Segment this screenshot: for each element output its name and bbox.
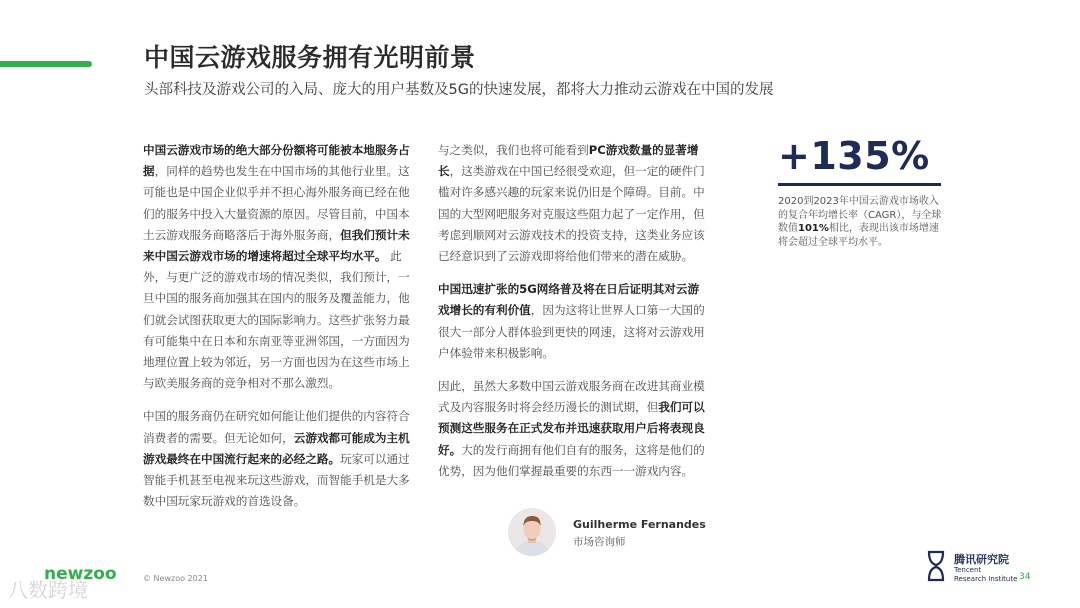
copyright: © Newzoo 2021 (143, 574, 208, 583)
stat-divider (778, 183, 941, 186)
body-text: 因此，虽然大多数中国云游戏服务商在改进其商业模式及内容服务时将会经历漫长的测试期，但 (438, 379, 705, 415)
newzoo-logo: newzoo (44, 564, 117, 584)
paragraph (438, 140, 706, 267)
tencent-name-en: Research Institute (954, 575, 1018, 583)
tencent-name-en: Tencent (954, 566, 982, 574)
person-photo-icon (508, 508, 556, 556)
body-text: 相比，表现出该市场增速将会超过全球平均水平。 (778, 223, 939, 248)
body-text: 2020到2023年中国云游戏市场收入的复合年均增长率（CAGR），与全球数值 (778, 196, 942, 234)
bold-text: 云游戏都可能成为主机游戏最终在中国流行起来的必经之路。 (143, 430, 410, 466)
body-text: ，这类游戏在中国已经很受欢迎，但一定的硬件门槛对许多感兴趣的玩家来说仍旧是个障碍。目前。中国的大型网吧服务对克服这些阻力起了一定作用，但考虑到顺网对云游戏技术的投资支持，这类业务应该已经意识到了云游戏即将给他们带来的潜在威胁。 (438, 164, 705, 264)
body-text: 大的发行商拥有他们自有的服务，这将是他们的优势，因为他们掌握最重要的东西一一游戏内容。 (438, 442, 705, 478)
avatar (508, 508, 556, 556)
stat-description (778, 195, 948, 249)
text-column-middle (438, 140, 706, 494)
tencent-name-cn: 腾讯研究院 (954, 553, 1009, 566)
person-name: Guilherme Fernandes (573, 518, 706, 531)
paragraph (438, 279, 706, 364)
paragraph (143, 406, 415, 512)
body-text: 玩家可以通过智能手机甚至电视来玩这些游戏，而智能手机是大多数中国玩家玩游戏的首选设备。 (143, 451, 410, 509)
accent-bar (0, 61, 92, 67)
bold-text: 但我们预计未来中国云游戏市场的增速将超过全球平均水平。 (143, 227, 410, 264)
page-title: 中国云游戏服务拥有光明前景 (144, 43, 476, 72)
body-text: 中国的服务商仍在研究如何能让他们提供的内容符合消费者的需要。但无论如何， (143, 409, 410, 445)
text-column-left (143, 140, 415, 524)
tencent-logo-icon (926, 550, 946, 582)
bold-text: PC游戏数量的显著增长 (438, 143, 699, 179)
bold-text: 101% (798, 223, 829, 234)
body-text: ，同样的趋势也发生在中国市场的其他行业里。这可能也是中国企业似乎并不担心海外服务商已经在他们的服务中投入大量资源的原因。尽管目前，中国本土云游戏服务商略落后于海外服务商， (143, 164, 410, 242)
bold-text: 中国云游戏市场的绝大部分份额将可能被本地服务占据 (143, 143, 410, 179)
bold-text: 中国迅速扩张的5G网络普及将在日后证明其对云游戏增长的有利价值 (438, 282, 700, 318)
page-number: 34 (1019, 572, 1031, 582)
stat-value: +135% (778, 134, 930, 178)
page-subtitle: 头部科技及游戏公司的入局、庞大的用户基数及5G的快速发展，都将大力推动云游戏在中国的发展 (144, 82, 774, 98)
watermark: 八数跨境 (8, 578, 88, 602)
body-text: 此外，与更广泛的游戏市场的情况类似，我们预计，一旦中国的服务商加强其在国内的服务及覆盖能力，他们就会试图获取更大的国际影响力。这些扩张努力最有可能集中在日本和东南亚等亚洲邻国，一方面因为地理位置上较为邻近，另一方面也因为在这些市场上与欧美服务商的竞争相对不那么激烈。 (143, 249, 410, 391)
paragraph (438, 376, 706, 482)
body-text: ，因为这将让世界人口第一大国的很大一部分人群体验到更快的网速，这将对云游戏用户体验带来积极影响。 (438, 303, 705, 360)
paragraph (143, 140, 415, 394)
body-text: 与之类似，我们也将可能看到 (438, 143, 589, 157)
person-role: 市场咨询师 (573, 536, 626, 548)
bold-text: 我们可以预测这些服务在正式发布并迅速获取用户后将表现良好。 (438, 400, 705, 457)
